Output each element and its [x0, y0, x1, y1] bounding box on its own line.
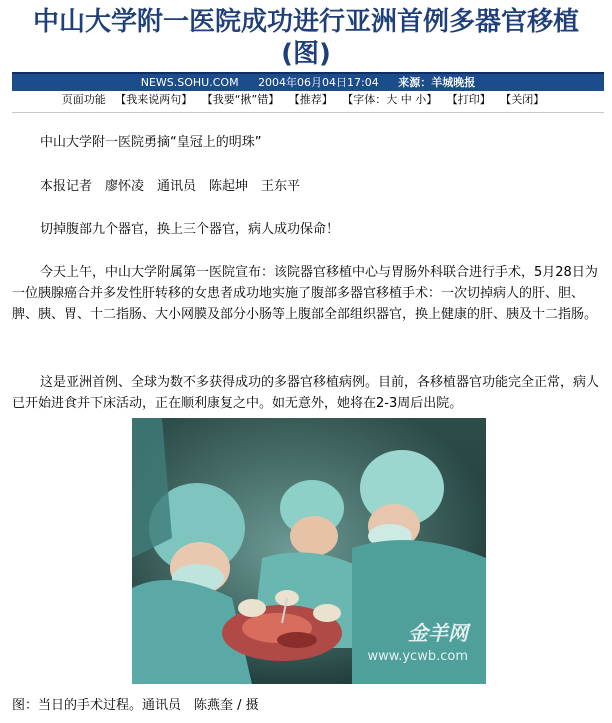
headline-line-1: 中山大学附一医院成功进行亚洲首例多器官移植 [32, 7, 579, 37]
photo-caption: 图：当日的手术过程。通讯员 陈燕奎 / 摄 [12, 698, 259, 713]
recommend-link[interactable]: 【推荐】 [288, 93, 333, 106]
article-subtitle: 中山大学附一医院勇摘“皇冠上的明珠” [40, 135, 262, 150]
article-paragraph-1: 今天上午，中山大学附属第一医院宣布：该院器官移植中心与胃肠外科联合进行手术，5月28日为一位胰腺癌合并多发性肝转移的女患者成功地实施了腹部多器官移植手术：一次切掉病人的肝、胆、脾、胰、胃、十二指肠、大小网膜及部分小肠等上腹部全部组织器官，换上健康的肝、胰及十二指肠。 [12, 265, 598, 322]
page-tools [0, 93, 612, 107]
article-paragraph-2: 这是亚洲首例、全球为数不多获得成功的多器官移植病例。目前，各移植器官功能完全正常，病人已开始进食并下床活动，正在顺利康复之中。如无意外，她将在2-3周后出院。 [12, 375, 600, 411]
publish-datetime: 2004年06月04日17:04 [258, 76, 379, 89]
page-tools-label: 页面功能 [61, 93, 106, 106]
article-byline: 本报记者 廖怀凌 通讯员 陈起坤 王东平 [40, 179, 301, 194]
print-link[interactable]: 【打印】 [446, 93, 491, 106]
comment-link[interactable]: 【我来说两句】 [115, 93, 193, 106]
meta-bar [12, 72, 604, 91]
article-headline [0, 0, 612, 70]
article-lede: 切掉腹部九个器官，换上三个器官，病人成功保命！ [40, 222, 340, 237]
source: 来源：羊城晚报 [398, 76, 476, 89]
font-size-link[interactable]: 【字体：大 中 小】 [342, 93, 438, 106]
watermark-url: www.ycwb.com [367, 649, 468, 664]
site-name[interactable]: NEWS.SOHU.COM [140, 76, 239, 89]
divider [12, 112, 604, 113]
surgery-photo [132, 418, 486, 684]
headline-line-2: (图) [281, 39, 331, 69]
watermark-brand: 金羊网 [408, 621, 468, 645]
report-error-link[interactable]: 【我要“揪”错】 [201, 93, 280, 106]
close-link[interactable]: 【关闭】 [500, 93, 545, 106]
